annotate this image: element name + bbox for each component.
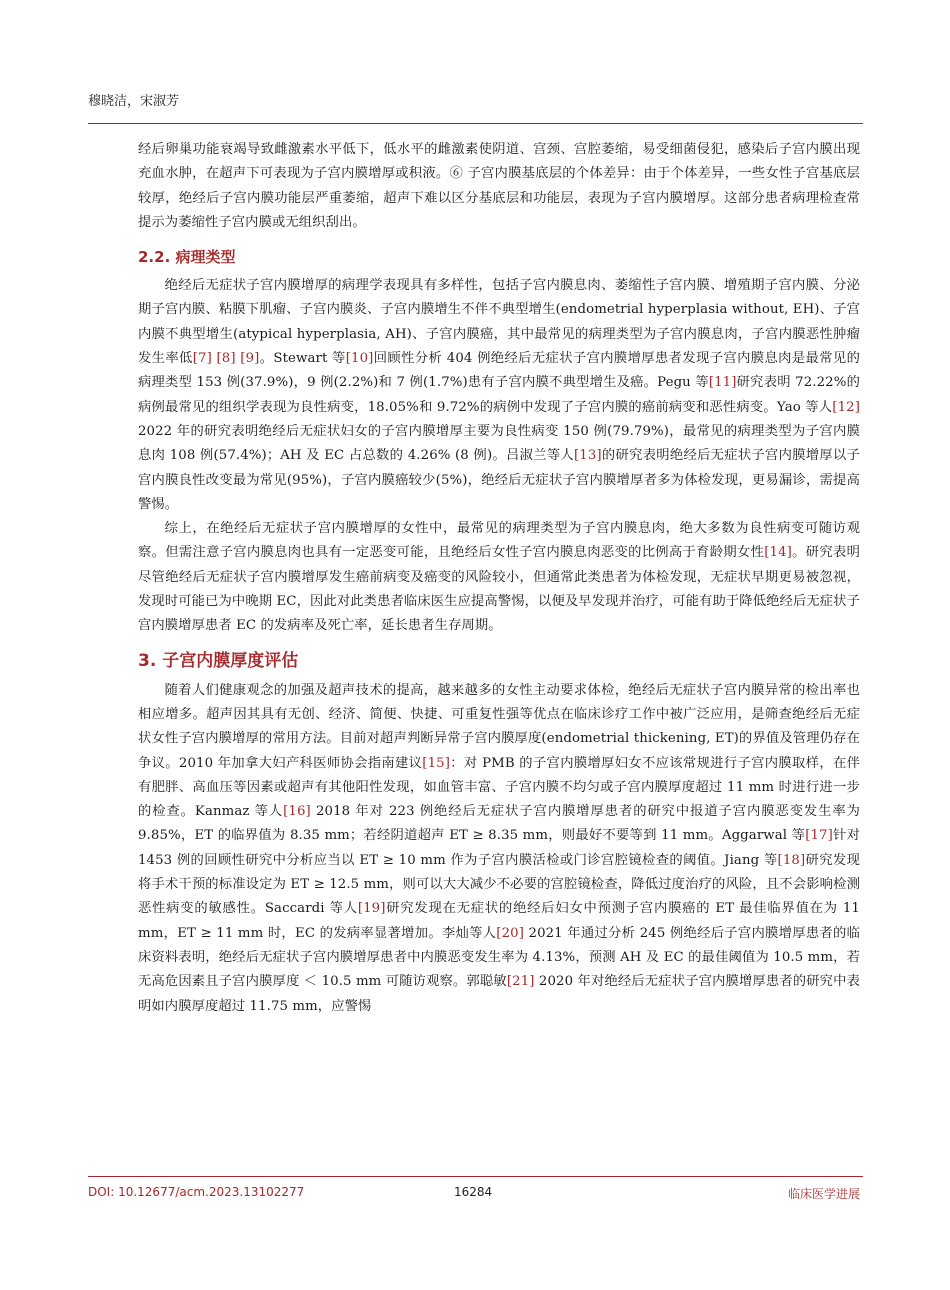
text: 。研究表明尽管绝经后无症状子宫内膜增厚发生癌前病变及癌变的风险较小，但通常此类患者为体检发现，无症状早期更易被忽视，发现时可能已为中晚期 EC，因此对此类患者临床医生应提高警惕，以便及早发现并治疗，可能有助于降低绝经后无症状子宫内膜增厚患者 EC 的发病率及死亡率，延长患者生存周期。 [138, 545, 860, 634]
text: 2018 年对 223 例绝经后无症状子宫内膜增厚患者的研究中报道子宫内膜恶变发生率为 9.85%，ET 的临界值为 8.35 mm；若经阴道超声 ET ≥ 8.35 mm，则最好不要等到 11 mm。Aggarwal 等 [138, 804, 860, 844]
text: 随着人们健康观念的加强及超声技术的提高，越来越多的女性主动要求体检，绝经后无症状子宫内膜异常的检出率也相应增多。超声因其具有无创、经济、简便、快捷、可重复性强等优点在临床诊疗工作中被广泛应用，是筛查绝经后无症状女性子宫内膜增厚的常用方法。目前对超声判断异常子宫内膜厚度(endometrial thickening, ET)的界值及管理仍存在争议。2010 年加拿大妇产科医师协会指南建议 [138, 682, 860, 771]
section-heading-2-2: 2.2. 病理类型 [138, 248, 236, 267]
citation-link[interactable]: [17] [805, 828, 833, 844]
citation-link[interactable]: [21] [506, 974, 535, 990]
text: 研究发现将手术干预的标准设定为 ET ≥ 12.5 mm，则可以大大减少不必要的宫腔镜检查，降低过度治疗的风险，且不会影响检测恶性病变的敏感性。Saccardi 等人 [138, 852, 860, 917]
footer-divider [88, 1176, 863, 1177]
text: 2020 年对绝经后无症状子宫内膜增厚患者的研究中表明如内膜厚度超过 11.75 mm，应警惕 [138, 974, 860, 1014]
text: 针对 1453 例的回顾性研究中分析应当以 ET ≥ 10 mm 作为子宫内膜活检或门诊宫腔镜检查的阈值。Jiang 等 [138, 828, 860, 868]
text: 2021 年通过分析 245 例绝经后子宫内膜增厚患者的临床资料表明，绝经后无症状子宫内膜增厚患者中内膜恶变发生率为 4.13%，预测 AH 及 EC 的最佳阈值为 10.5 mm，若无高危因素且子宫内膜厚度 ＜ 10.5 mm 可随访观察。郭聪敏 [138, 925, 860, 990]
text: 研究发现在无症状的绝经后妇女中预测子宫内膜癌的 ET 最佳临界值在为 11 mm，ET ≥ 11 mm 时，EC 的发病率显著增加。李灿等人 [138, 901, 860, 941]
text: 综上，在绝经后无症状子宫内膜增厚的女性中，最常见的病理类型为子宫内膜息肉，绝大多数为良性病变可随访观察。但需注意子宫内膜息肉也具有一定恶变可能，且绝经后女性子宫内膜息肉恶变的比例高于育龄期女性 [138, 521, 860, 561]
text: 回顾性分析 404 例绝经后无症状子宫内膜增厚患者发现子宫内膜息肉是最常见的病理类型 153 例(37.9%)，9 例(2.2%)和 7 例(1.7%)患有子宫内膜不典型增生及癌。Pegu 等 [138, 351, 861, 391]
footer-doi-link[interactable]: DOI: 10.12677/acm.2023.13102277 [88, 1185, 305, 1199]
citation-link[interactable]: [12] [832, 399, 860, 415]
text: 。Stewart 等 [259, 351, 346, 367]
paragraph-continued: 经后卵巢功能衰竭导致雌激素水平低下，低水平的雌激素使阴道、宫颈、宫腔萎缩，易受细菌侵犯，感染后子宫内膜出现充血水肿，在超声下可表现为子宫内膜增厚或积液。⑥ 子宫内膜基底层的个体差异：由于个体差异，一些女性子宫基底层较厚，绝经后子宫内膜功能层严重萎缩，超声下难以区分基底层和功能层，表现为子宫内膜增厚。这部分患者病理检查常提示为萎缩性子宫内膜或无组织刮出。 [138, 142, 860, 230]
header-divider [88, 123, 863, 124]
article-body [138, 138, 860, 1019]
paragraph-pathology-types [138, 274, 860, 517]
text: 的研究表明绝经后无症状子宫内膜增厚以子宫内膜良性改变最为常见(95%)，子宫内膜癌较少(5%)，绝经后无症状子宫内膜增厚者多为体检发现，更易漏诊，需提高警惕。 [138, 448, 860, 512]
citation-link[interactable]: [9] [240, 351, 260, 367]
citation-link[interactable]: [18] [777, 852, 806, 868]
header-authors: 穆晓洁，宋淑芳 [88, 94, 180, 109]
footer-page-number: 16284 [454, 1185, 493, 1199]
citation-link[interactable]: [10] [345, 351, 374, 367]
text: 研究表明 72.22%的病例最常见的组织学表现为良性病变，18.05%和 9.72%的病例中发现了子宫内膜的癌前病变和恶性病变。Yao 等人 [138, 375, 860, 415]
text: 绝经后无症状子宫内膜增厚的病理学表现具有多样性，包括子宫内膜息肉、萎缩性子宫内膜、增殖期子宫内膜、分泌期子宫内膜、粘膜下肌瘤、子宫内膜炎、子宫内膜增生不伴不典型增生(endometrial hyperplasia without, EH)、子宫内膜不典型增生(atypical hyperplasia, AH)、子宫内膜癌，其中最常见的病理类型为子宫内膜息肉，子宫内膜恶性肿瘤发生率低 [138, 278, 860, 367]
citation-link[interactable]: [7] [192, 351, 212, 367]
text: 2022 年的研究表明绝经后无症状妇女的子宫内膜增厚主要为良性病变 150 例(79.79%)，最常见的病理类型为子宫内膜息肉 108 例(57.4%)；AH 及 EC 占总数的 4.26% (8 例)。吕淑兰等人 [138, 423, 860, 464]
citation-link[interactable]: [19] [357, 901, 386, 917]
footer-journal-name: 临床医学进展 [787, 1187, 860, 1201]
paragraph-thickness-assessment [138, 679, 860, 1019]
citation-link[interactable]: [16] [283, 804, 311, 820]
citation-link[interactable]: [20] [496, 925, 524, 941]
paragraph-summary [138, 517, 860, 638]
citation-link[interactable]: [15] [422, 755, 450, 771]
text: ：对 PMB 的子宫内膜增厚妇女不应该常规进行子宫内膜取样，在伴有肥胖、高血压等因素或超声有其他阳性发现，如血管丰富、子宫内膜不均匀或子宫内膜厚度超过 11 mm 时进行进一步的检查。Kanmaz 等人 [138, 755, 860, 820]
citation-link[interactable]: [8] [216, 351, 236, 367]
citation-link[interactable]: [14] [764, 545, 792, 561]
citation-link[interactable]: [11] [708, 375, 737, 391]
citation-link[interactable]: [13] [574, 448, 602, 464]
section-heading-3: 3. 子宫内膜厚度评估 [138, 650, 299, 671]
